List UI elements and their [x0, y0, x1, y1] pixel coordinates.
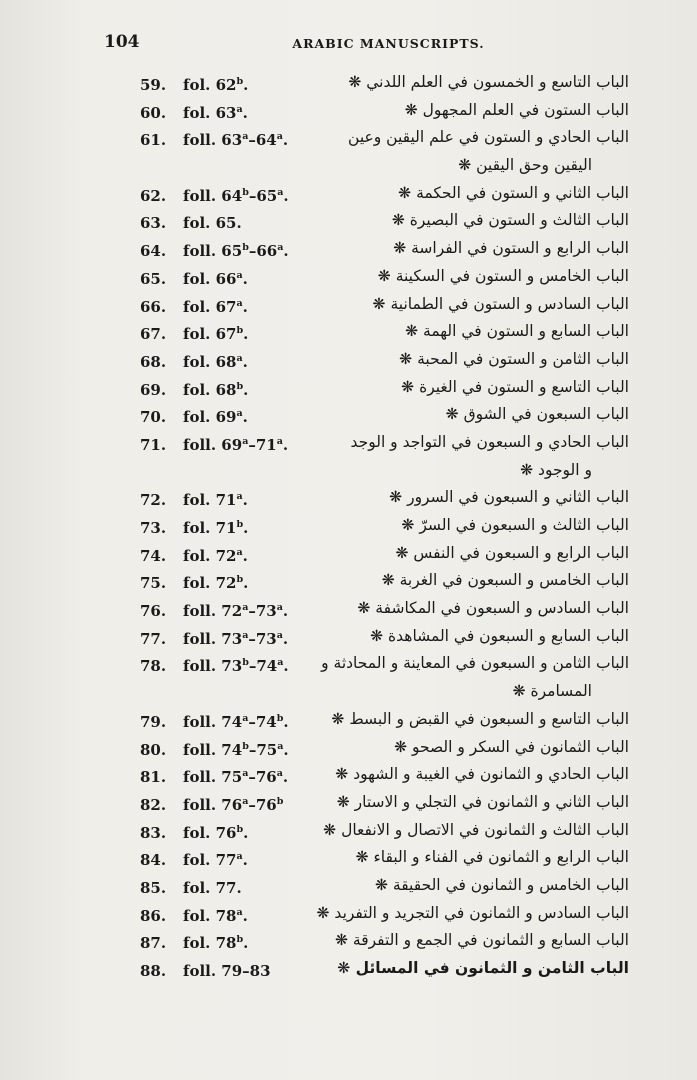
folio-reference — [183, 519, 248, 537]
folio-side: a — [236, 408, 243, 420]
arabic-chapter-title: الباب السادس و الستون في الطمانية ❋ — [372, 294, 629, 313]
folio-reference — [183, 602, 288, 620]
arabic-chapter-title: الباب السبعون في الشوق ❋ — [445, 405, 629, 424]
arabic-chapter-title: الباب الخامس و الثمانون في الحقيقة ❋ — [374, 875, 629, 894]
folio-text: –76 — [248, 795, 277, 814]
entry-number: 66. — [140, 297, 167, 316]
page-number: 104 — [104, 32, 140, 52]
entry-number: 67. — [140, 325, 167, 344]
chapter-entry — [0, 266, 697, 294]
entry-number: 77. — [140, 629, 167, 648]
chapter-entry — [0, 487, 697, 515]
entry-number: 61. — [140, 131, 167, 150]
folio-text: . — [242, 906, 248, 925]
arabic-chapter-title: الباب الرابع و الستون في الفراسة ❋ — [393, 239, 629, 258]
chapter-entry — [0, 183, 697, 211]
folio-side: a — [242, 795, 249, 807]
folio-text: –75 — [248, 740, 278, 759]
folio-side: a — [276, 602, 283, 614]
arabic-chapter-title: الباب السابع و الثمانون في الجمع و التفرقة ❋ — [334, 931, 629, 950]
entry-line — [0, 183, 697, 211]
entry-number: 73. — [140, 519, 167, 537]
chapter-entry — [0, 737, 697, 765]
folio-reference — [183, 768, 288, 786]
folio-text: . — [243, 574, 249, 593]
folio-side: a — [236, 851, 243, 863]
folio-text: . — [242, 851, 248, 870]
folio-text: . — [243, 934, 249, 953]
chapter-entry — [0, 321, 697, 349]
folio-text: fol. 76 — [183, 823, 237, 842]
entry-line — [0, 404, 697, 432]
arabic-chapter-title: الباب الحادي و السبعون في التواجد و الوجد — [350, 432, 629, 451]
entry-line — [0, 820, 697, 848]
entry-number: 86. — [140, 906, 167, 925]
folio-text: fol. 77. — [183, 878, 242, 897]
entry-number: 72. — [140, 491, 167, 510]
folio-reference — [183, 962, 271, 980]
entry-line — [0, 570, 697, 598]
folio-side: a — [236, 491, 243, 503]
arabic-chapter-title: الباب السادس و الثمانون في التجريد و التفريد ❋ — [316, 903, 629, 922]
arabic-chapter-title: الباب الثالث و الثمانون في الاتصال و الانفعال ❋ — [323, 820, 629, 839]
entry-line — [0, 598, 697, 626]
folio-side: a — [242, 768, 249, 780]
entry-line — [0, 72, 697, 100]
chapter-entry — [0, 349, 697, 377]
chapter-entry — [0, 847, 697, 875]
folio-side: b — [236, 823, 244, 835]
folio-reference — [183, 796, 283, 814]
entry-line — [0, 349, 697, 377]
arabic-chapter-title: الباب الثاني و السبعون في السرور ❋ — [389, 488, 629, 507]
folio-text: fol. 78 — [183, 906, 237, 925]
folio-text: . — [283, 657, 289, 676]
folio-text: foll. 76 — [183, 795, 243, 814]
entry-number: 62. — [140, 186, 167, 205]
arabic-chapter-title: الباب الحادي و الثمانون في الغيبة و الشهود ❋ — [335, 765, 629, 784]
folio-text: foll. 74 — [183, 712, 243, 731]
entry-line — [0, 100, 697, 128]
arabic-chapter-title-continued: و الوجود ❋ — [520, 460, 592, 479]
entry-number: 81. — [140, 768, 167, 787]
entry-line — [0, 930, 697, 958]
folio-text: foll. 63 — [183, 131, 243, 150]
folio-text: fol. 69 — [183, 408, 237, 427]
folio-reference — [183, 713, 289, 731]
arabic-chapter-title: الباب التاسع و الستون في الغيرة ❋ — [401, 377, 629, 396]
entry-number: 88. — [140, 962, 167, 980]
folio-text: foll. 75 — [183, 768, 243, 787]
folio-text: . — [282, 602, 289, 621]
chapter-entry — [0, 294, 697, 322]
entry-line — [0, 321, 697, 349]
folio-text: –74 — [248, 712, 277, 731]
entry-number: 78. — [140, 657, 167, 676]
folio-side: a — [276, 131, 283, 143]
folio-side: a — [242, 629, 249, 641]
entry-line — [0, 847, 697, 875]
folio-reference — [183, 104, 248, 122]
chapter-entry — [0, 543, 697, 571]
arabic-chapter-title: الباب الخامس و الستون في السكينة ❋ — [377, 266, 629, 285]
folio-reference — [183, 547, 248, 565]
entry-number: 75. — [140, 574, 167, 593]
folio-side: a — [236, 546, 243, 558]
folio-side: b — [236, 574, 244, 586]
folio-reference — [183, 851, 248, 869]
arabic-chapter-title: الباب الحادي و الستون في علم اليقين وعين — [348, 128, 629, 147]
folio-side: a — [236, 103, 243, 115]
folio-text: . — [242, 103, 248, 122]
folio-text: fol. 78 — [183, 934, 237, 953]
arabic-chapter-title: الباب الستون في العلم المجهول ❋ — [404, 100, 629, 119]
folio-reference — [183, 657, 289, 675]
folio-text: . — [242, 352, 248, 371]
folio-text: . — [242, 297, 248, 316]
folio-text: fol. 72 — [183, 574, 237, 593]
arabic-chapter-title: الباب السابع و السبعون في المشاهدة ❋ — [370, 626, 629, 645]
folio-side: b — [236, 325, 244, 337]
folio-text: . — [283, 712, 289, 731]
entry-line — [0, 127, 697, 155]
folio-reference — [183, 381, 248, 399]
folio-text: –66 — [248, 242, 278, 261]
folio-text: fol. 68 — [183, 352, 237, 371]
folio-text: –71 — [248, 435, 277, 454]
arabic-chapter-title: الباب الثاني و الستون في الحكمة ❋ — [398, 183, 629, 202]
arabic-chapter-title: الباب السابع و الستون في الهمة ❋ — [405, 322, 629, 341]
folio-side: a — [236, 269, 243, 281]
entry-number: 65. — [140, 269, 167, 288]
folio-text: fol. 66 — [183, 269, 237, 288]
folio-side: b — [242, 186, 249, 198]
folio-text: fol. 67 — [183, 297, 237, 316]
arabic-chapter-title: الباب السادس و السبعون في المكاشفة ❋ — [357, 599, 629, 618]
folio-text: fol. 62 — [183, 76, 237, 94]
folio-text: fol. 71 — [183, 491, 237, 510]
folio-side: a — [242, 712, 249, 724]
folio-reference — [183, 630, 288, 648]
chapter-entry — [0, 72, 697, 100]
arabic-chapter-title: الباب الثالث و الستون في البصيرة ❋ — [391, 211, 629, 230]
arabic-chapter-title-continued: اليقين وحق اليقين ❋ — [458, 156, 592, 175]
chapter-entry — [0, 570, 697, 598]
entry-number: 68. — [140, 352, 167, 371]
folio-text: fol. 63 — [183, 103, 237, 122]
chapter-entry — [0, 875, 697, 903]
folio-text: . — [242, 408, 248, 427]
folio-text: foll. 65 — [183, 242, 243, 261]
folio-reference — [183, 187, 289, 205]
folio-side: b — [236, 380, 244, 392]
folio-side: b — [276, 712, 284, 724]
entry-continuation-line — [0, 681, 697, 709]
folio-text: . — [242, 546, 248, 565]
entry-number: 84. — [140, 851, 167, 870]
folio-text: . — [283, 186, 289, 205]
entry-list — [0, 72, 697, 986]
folio-side: a — [236, 352, 243, 364]
folio-text: . — [282, 131, 289, 150]
arabic-chapter-title: الباب الرابع و السبعون في النفس ❋ — [395, 543, 629, 562]
folio-reference — [183, 270, 248, 288]
chapter-entry — [0, 792, 697, 820]
folio-reference — [183, 824, 248, 842]
entry-continuation-line — [0, 460, 697, 488]
entry-number: 64. — [140, 242, 167, 261]
folio-text: foll. 72 — [183, 602, 243, 621]
folio-side: a — [242, 602, 249, 614]
folio-reference — [183, 436, 288, 454]
folio-text: . — [282, 629, 289, 648]
folio-text: –73 — [248, 602, 277, 621]
entry-line — [0, 487, 697, 515]
entry-number: 59. — [140, 76, 167, 94]
entry-number: 76. — [140, 602, 167, 621]
folio-text: –73 — [248, 629, 277, 648]
folio-text: . — [242, 269, 248, 288]
folio-text: . — [242, 491, 248, 510]
arabic-chapter-title: الباب الثاني و الثمانون في التجلي و الاستار ❋ — [336, 792, 629, 811]
entry-number: 69. — [140, 380, 167, 399]
entry-number: 83. — [140, 823, 167, 842]
folio-reference — [183, 491, 248, 509]
arabic-chapter-title: الباب الثالث و السبعون في السرّ ❋ — [401, 516, 629, 534]
chapter-entry — [0, 930, 697, 958]
entry-line — [0, 266, 697, 294]
folio-reference — [183, 214, 242, 232]
entry-number: 60. — [140, 103, 167, 122]
folio-text: foll. 74 — [183, 740, 243, 759]
chapter-entry — [0, 820, 697, 848]
folio-text: . — [243, 76, 249, 94]
folio-text: . — [282, 435, 289, 454]
entry-line — [0, 764, 697, 792]
entry-number: 85. — [140, 878, 167, 897]
folio-text: foll. 73 — [183, 657, 243, 676]
folio-side: b — [236, 519, 244, 530]
folio-side: b — [242, 242, 249, 254]
chapter-entry — [0, 432, 697, 487]
folio-side: b — [276, 795, 284, 807]
entry-line — [0, 737, 697, 765]
folio-side: a — [277, 657, 284, 669]
folio-text: –65 — [248, 186, 278, 205]
folio-text: fol. 72 — [183, 546, 237, 565]
folio-reference — [183, 131, 288, 149]
arabic-chapter-title: الباب الثامن و السبعون في المعاينة و المحادثة و — [321, 654, 629, 673]
folio-text: . — [283, 242, 289, 261]
entry-line — [0, 903, 697, 931]
chapter-entry — [0, 653, 697, 708]
folio-side: a — [277, 186, 284, 198]
folio-reference — [183, 76, 248, 94]
entry-line — [0, 958, 697, 986]
folio-text: –74 — [248, 657, 278, 676]
entry-line — [0, 543, 697, 571]
folio-side: b — [236, 76, 244, 87]
folio-text: fol. 68 — [183, 380, 237, 399]
entry-line — [0, 709, 697, 737]
folio-side: b — [242, 740, 249, 752]
entry-number: 63. — [140, 214, 167, 233]
folio-reference — [183, 907, 248, 925]
folio-text: fol. 71 — [183, 519, 237, 537]
arabic-chapter-title: الباب الرابع و الثمانون في الفناء و البقاء ❋ — [355, 848, 629, 867]
folio-side: a — [242, 131, 249, 143]
folio-reference — [183, 574, 248, 592]
chapter-entry — [0, 626, 697, 654]
entry-continuation-line — [0, 155, 697, 183]
entry-line — [0, 432, 697, 460]
chapter-entry — [0, 404, 697, 432]
chapter-entry — [0, 238, 697, 266]
entry-line — [0, 626, 697, 654]
folio-reference — [183, 353, 248, 371]
arabic-chapter-title: الباب الخامس و السبعون في الغربة ❋ — [381, 571, 629, 590]
entry-number: 70. — [140, 408, 167, 427]
folio-side: a — [236, 906, 243, 918]
entry-line — [0, 377, 697, 405]
folio-side: a — [277, 242, 284, 254]
folio-reference — [183, 408, 248, 426]
chapter-entry — [0, 515, 697, 543]
folio-text: fol. 67 — [183, 325, 237, 344]
chapter-entry — [0, 709, 697, 737]
entry-line — [0, 210, 697, 238]
folio-reference — [183, 325, 248, 343]
chapter-entry — [0, 210, 697, 238]
entry-line — [0, 653, 697, 681]
arabic-chapter-title: الباب الثامن و الستون في المحبة ❋ — [399, 349, 629, 368]
folio-text: –64 — [248, 131, 277, 150]
arabic-chapter-title: الباب الثمانون في السكر و الصحو ❋ — [394, 737, 629, 756]
folio-side: a — [236, 297, 243, 309]
chapter-entry — [0, 100, 697, 128]
folio-side: a — [276, 629, 283, 641]
folio-text: foll. 79–83 — [183, 962, 271, 980]
entry-number: 79. — [140, 712, 167, 731]
arabic-chapter-title-continued: المسامرة ❋ — [512, 682, 592, 701]
entry-line — [0, 515, 697, 543]
folio-reference — [183, 741, 289, 759]
folio-text: . — [243, 380, 249, 399]
folio-text: foll. 64 — [183, 186, 243, 205]
folio-side: b — [242, 657, 249, 669]
folio-reference — [183, 934, 248, 952]
folio-reference — [183, 879, 242, 897]
folio-reference — [183, 298, 248, 316]
folio-side: a — [242, 435, 249, 447]
folio-side: a — [276, 768, 283, 780]
folio-text: –76 — [248, 768, 277, 787]
folio-reference — [183, 242, 289, 260]
folio-text: . — [283, 740, 289, 759]
arabic-chapter-title: الباب التاسع و السبعون في القبض و البسط ❋ — [331, 709, 629, 728]
folio-side: b — [236, 934, 244, 946]
entry-line — [0, 238, 697, 266]
folio-text: foll. 73 — [183, 629, 243, 648]
entry-number: 87. — [140, 934, 167, 953]
folio-text: . — [243, 325, 249, 344]
arabic-chapter-title: الباب الثامن و الثمانون في المسائل ❋ — [337, 959, 629, 977]
folio-text: . — [282, 768, 289, 787]
running-head: ARABIC MANUSCRIPTS. — [292, 36, 485, 51]
folio-text: foll. 69 — [183, 435, 243, 454]
folio-side: a — [277, 740, 284, 752]
entry-line — [0, 792, 697, 820]
folio-text: . — [243, 519, 249, 537]
folio-text: fol. 77 — [183, 851, 237, 870]
folio-text: . — [243, 823, 249, 842]
entry-line — [0, 875, 697, 903]
arabic-chapter-title: الباب التاسع و الخمسون في العلم اللدني ❋ — [348, 73, 629, 91]
chapter-entry — [0, 598, 697, 626]
entry-number: 82. — [140, 795, 167, 814]
chapter-entry — [0, 377, 697, 405]
folio-text: fol. 65. — [183, 214, 242, 233]
chapter-entry — [0, 764, 697, 792]
chapter-entry — [0, 127, 697, 182]
chapter-entry — [0, 958, 697, 986]
entry-number: 71. — [140, 435, 167, 454]
folio-side: a — [276, 435, 283, 447]
chapter-entry — [0, 903, 697, 931]
entry-number: 74. — [140, 546, 167, 565]
entry-number: 80. — [140, 740, 167, 759]
entry-line — [0, 294, 697, 322]
